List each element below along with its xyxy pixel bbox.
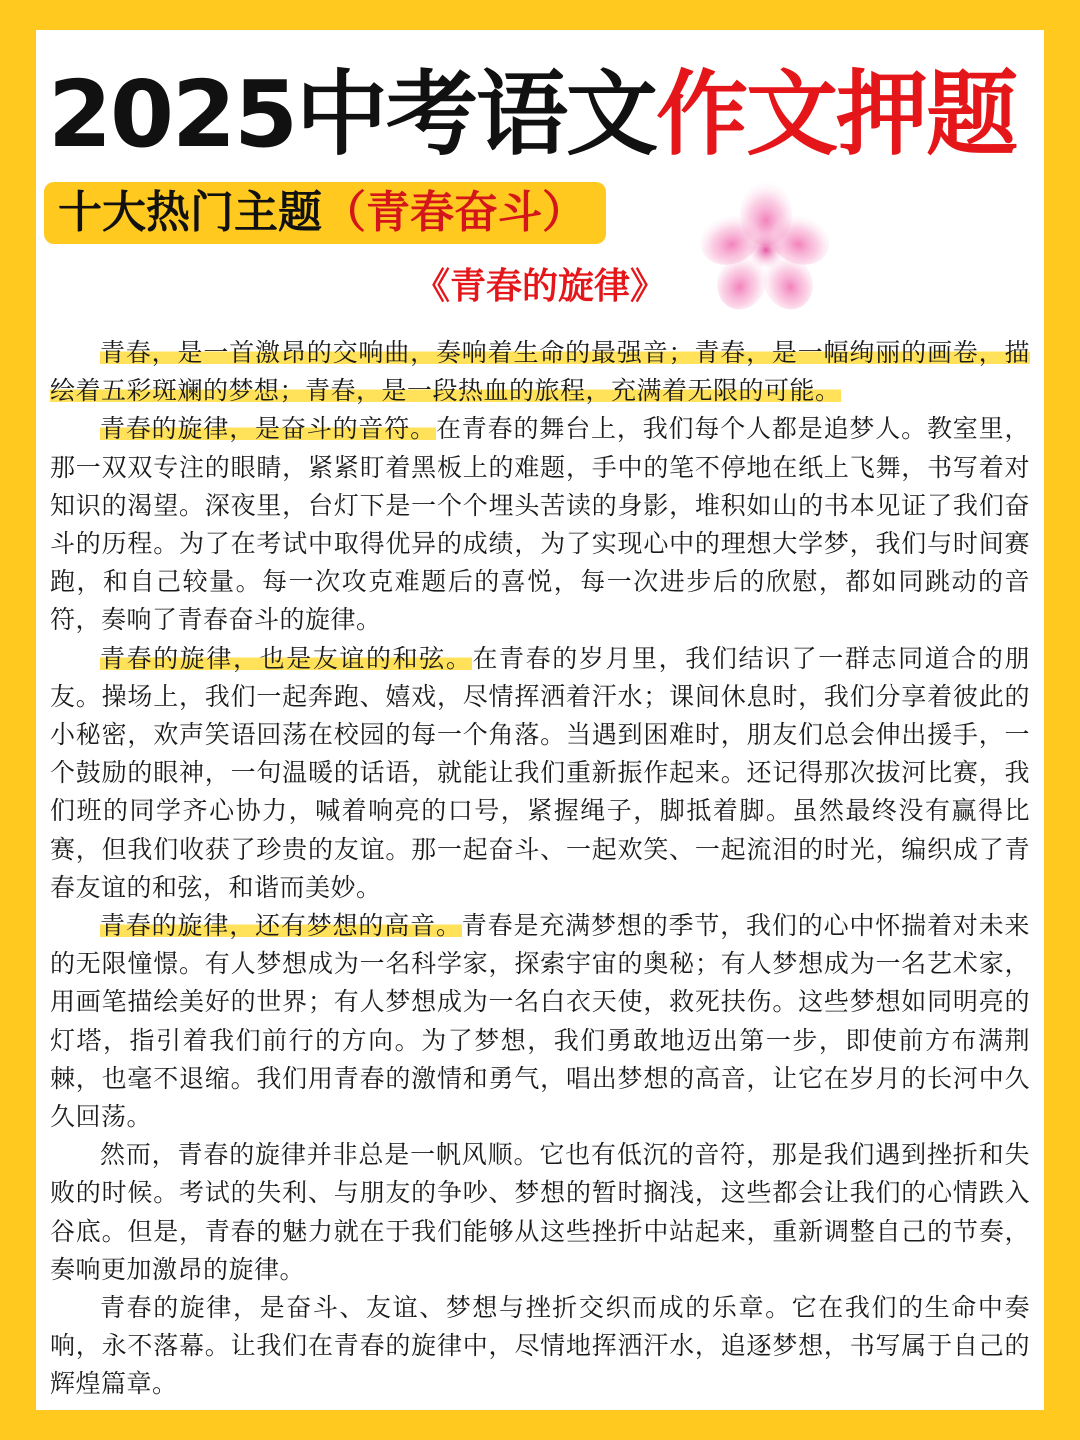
- page-title-black: 2025中考语文: [48, 61, 657, 168]
- paragraph-text: 青春是充满梦想的季节，我们的心中怀揣着对未来的无限憧憬。有人梦想成为一名科学家，探索宇宙的奥秘；有人梦想成为一名艺术家，用画笔描绘美好的世界；有人梦想成为一名白衣天使，救死扶伤。这些梦想如同明亮的灯塔，指引着我们前行的方向。为了梦想，我们勇敢地迈出第一步，即使前方布满荆棘，也毫不退缩。我们用青春的激情和勇气，唱出梦想的高音，让它在岁月的长河中久久回荡。: [50, 911, 1030, 1132]
- topic-tag: [44, 182, 606, 244]
- essay-body: [50, 334, 1030, 1404]
- paragraph-text: 青春的旋律，是奋斗、友谊、梦想与挫折交织而成的乐章。它在我们的生命中奏响，永不落幕。让我们在青春的旋律中，尽情地挥洒汗水，追逐梦想，书写属于自己的辉煌篇章。: [50, 1293, 1030, 1399]
- essay-paragraph: [50, 410, 1030, 639]
- highlighted-sentence: 青春，是一首激昂的交响曲，奏响着生命的最强音；青春，是一幅绚丽的画卷，描绘着五彩斑斓的梦想；青春，是一段热血的旅程，充满着无限的可能。: [50, 338, 1030, 406]
- article-card: [36, 30, 1044, 1410]
- paragraph-text: 在青春的舞台上，我们每个人都是追梦人。教室里，那一双双专注的眼睛，紧紧盯着黑板上的难题，手中的笔不停地在纸上飞舞，书写着对知识的渴望。深夜里，台灯下是一个个埋头苦读的身影，堆积如山的书本见证了我们奋斗的历程。为了在考试中取得优异的成绩，为了实现心中的理想大学梦，我们与时间赛跑，和自己较量。每一次攻克难题后的喜悦，每一次进步后的欣慰，都如同跳动的音符，奏响了青春奋斗的旋律。: [50, 414, 1030, 635]
- page-title-red: 作文押题: [656, 61, 1017, 168]
- paragraph-text: 然而，青春的旋律并非总是一帆风顺。它也有低沉的音符，那是我们遇到挫折和失败的时候。考试的失利、与朋友的争吵、梦想的暂时搁浅，这些都会让我们的心情跌入谷底。但是，青春的魅力就在于我们能够从这些挫折中站起来，重新调整自己的节奏，奏响更加激昂的旋律。: [50, 1140, 1030, 1284]
- essay-title: 《青春的旋律》: [413, 266, 666, 307]
- highlighted-sentence: 青春的旋律，是奋斗的音符。: [100, 414, 436, 444]
- essay-paragraph: [50, 1136, 1030, 1289]
- topic-tag-red: （青春奋斗）: [322, 187, 586, 238]
- essay-paragraph: [50, 640, 1030, 907]
- topic-tag-black: 十大热门主题: [58, 187, 322, 238]
- paragraph-text: 在青春的岁月里，我们结识了一群志同道合的朋友。操场上，我们一起奔跑、嬉戏，尽情挥洒着汗水；课间休息时，我们分享着彼此的小秘密，欢声笑语回荡在校园的每一个角落。当遇到困难时，朋友们总会伸出援手，一个鼓励的眼神，一句温暖的话语，就能让我们重新振作起来。还记得那次拔河比赛，我们班的同学齐心协力，喊着响亮的口号，紧握绳子，脚抵着脚。虽然最终没有赢得比赛，但我们收获了珍贵的友谊。那一起奋斗、一起欢笑、一起流泪的时光，编织成了青春友谊的和弦，和谐而美妙。: [50, 643, 1030, 902]
- essay-paragraph: [50, 1289, 1030, 1404]
- page-title: [48, 60, 1016, 170]
- essay-paragraph: [50, 334, 1030, 410]
- essay-paragraph: [50, 907, 1030, 1136]
- highlighted-sentence: 青春的旋律，还有梦想的高音。: [100, 911, 462, 941]
- highlighted-sentence: 青春的旋律，也是友谊的和弦。: [100, 643, 473, 673]
